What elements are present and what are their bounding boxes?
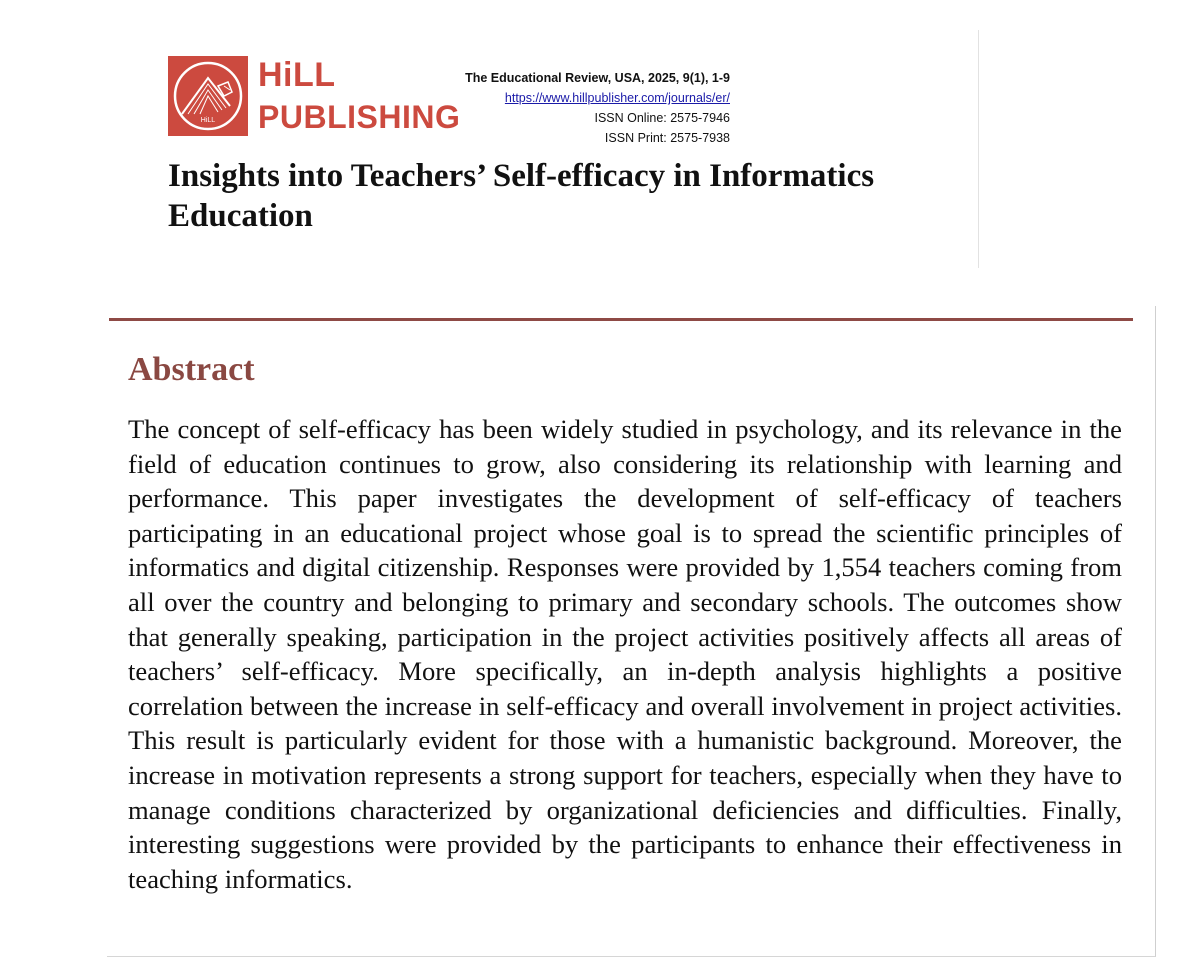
- abstract-section: [107, 306, 1156, 957]
- publisher-logo-icon: [168, 56, 248, 136]
- journal-url-link[interactable]: https://www.hillpublisher.com/journals/er/: [504, 91, 730, 105]
- abstract-text: The concept of self-efficacy has been widely studied in psychology, and its relevance in the field of education continues to grow, also considering its relationship with learning and performance. This paper investigates the development of self-efficacy of teachers participating in an educational project whose goal is to spread the scientific principles of informatics and digital citizenship. Responses were provided by 1,554 teachers coming from all over the country and belonging to primary and secondary schools. The outcomes show that generally speaking, participation in the project activities positively affects all areas of teachers’ self-efficacy. More specifically, an in-depth analysis highlights a positive correlation between the increase in self-efficacy and overall involvement in project activities. This result is particularly evident for those with a humanistic background. Moreover, the increase in motivation represents a strong support for teachers, especially when they have to manage conditions characterized by organizational deficiencies and difficulties. Finally, interesting suggestions were provided by the participants to enhance their effectiveness in teaching informatics.: [128, 414, 1122, 894]
- paper-header: [0, 0, 980, 268]
- logo-word-publishing: PUBLISHING: [258, 99, 461, 135]
- journal-citation: The Educational Review, USA, 2025, 9(1), 1-9: [465, 71, 730, 85]
- header-divider: [978, 30, 979, 268]
- abstract-top-rule: [109, 318, 1133, 321]
- journal-meta: [465, 68, 730, 148]
- publisher-logo: [168, 56, 461, 138]
- issn-online: ISSN Online: 2575-7946: [594, 111, 730, 125]
- issn-print: ISSN Print: 2575-7938: [604, 131, 730, 145]
- logo-word-hill: HiLL: [258, 56, 336, 94]
- logo-mark-text: HiLL: [200, 117, 216, 124]
- paper-title: Insights into Teachers’ Self-efficacy in Informatics Education: [168, 158, 875, 234]
- abstract-heading: Abstract: [128, 351, 255, 388]
